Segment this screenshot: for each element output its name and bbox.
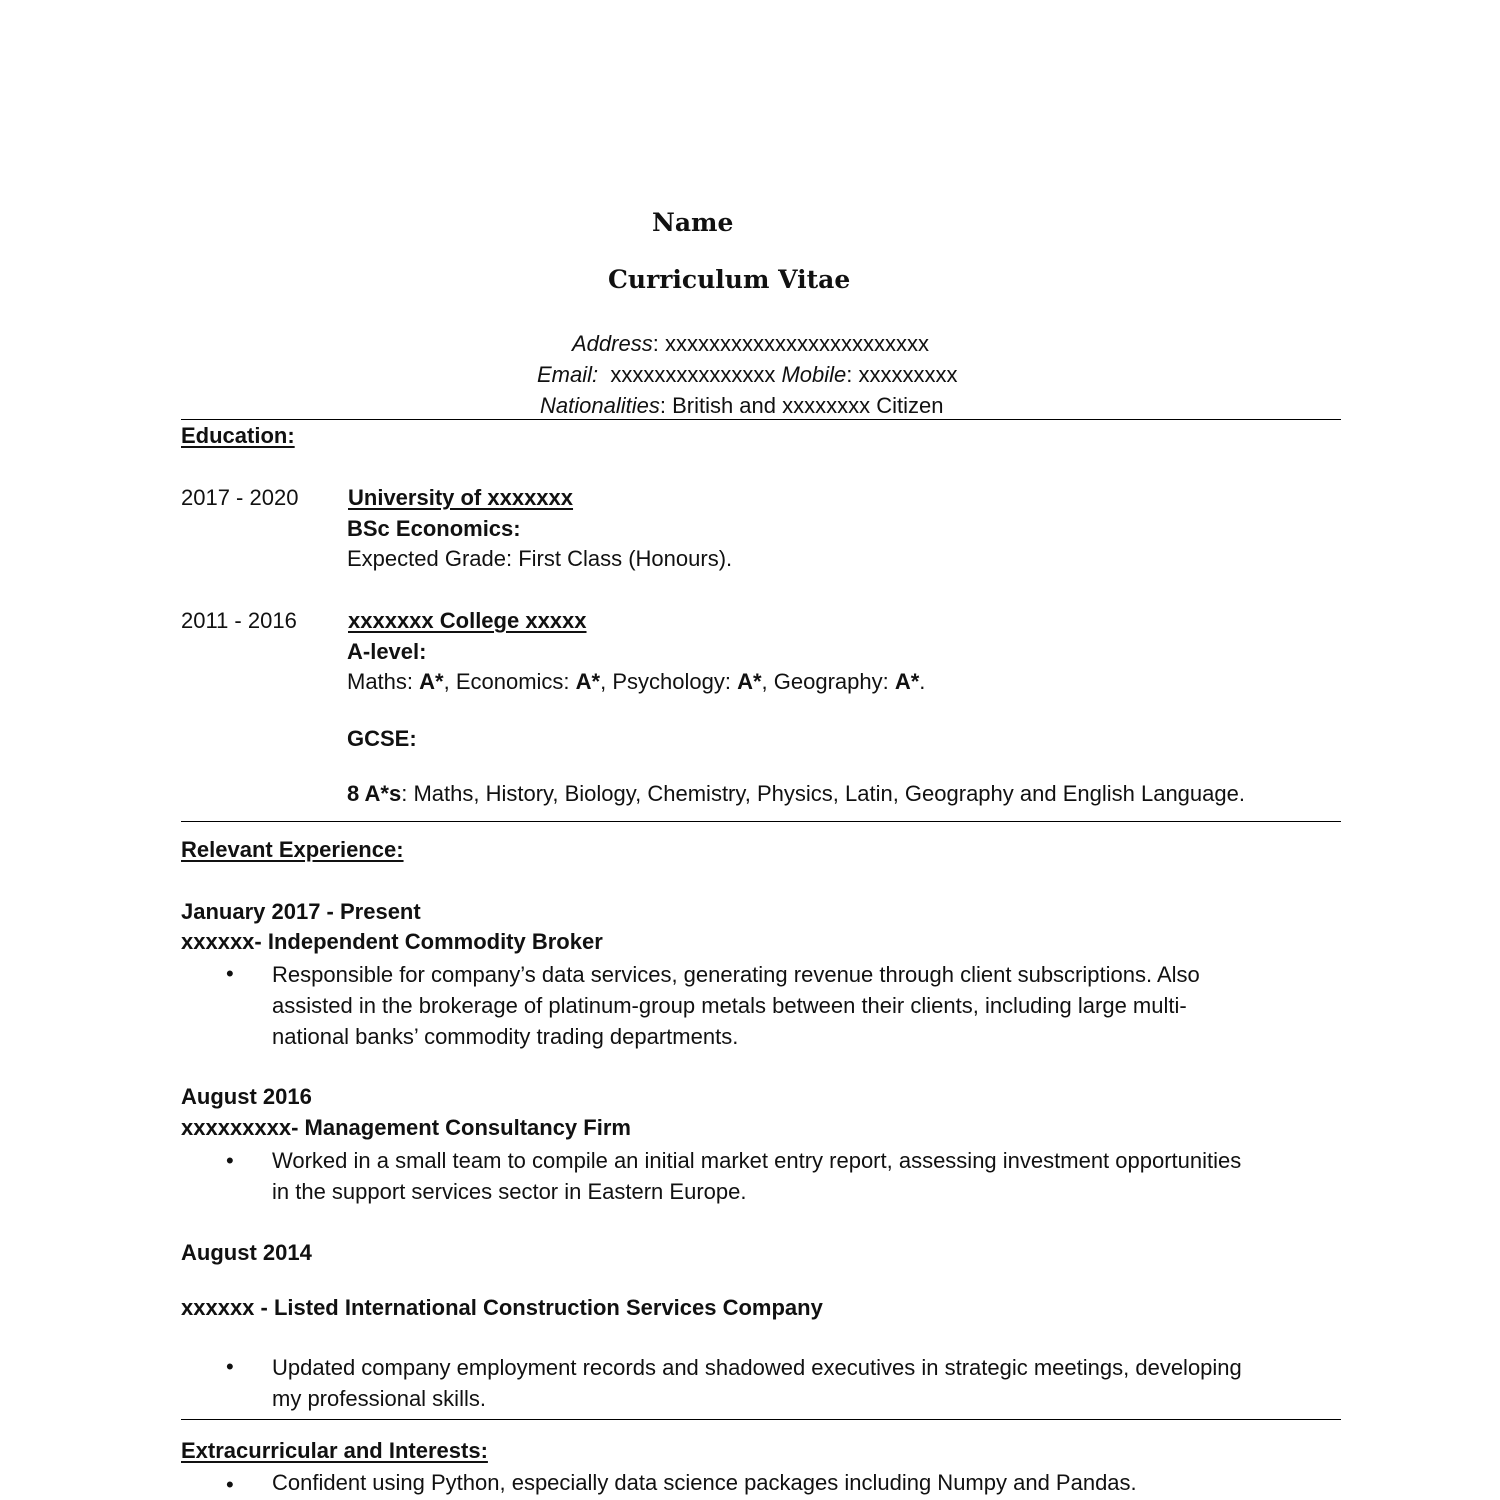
alevel-grade: A* bbox=[575, 669, 601, 694]
email-value: xxxxxxxxxxxxxxx bbox=[598, 362, 782, 387]
job-company-1: xxxxxx- Independent Commodity Broker bbox=[181, 929, 603, 954]
job-company-3: xxxxxx - Listed International Construction Services Company bbox=[181, 1295, 823, 1320]
job-period-3: August 2014 bbox=[181, 1240, 312, 1265]
divider-education bbox=[181, 821, 1341, 822]
divider-experience bbox=[181, 1419, 1341, 1420]
alevel-grade: A* bbox=[894, 669, 920, 694]
nationality-label: Nationalities bbox=[540, 393, 660, 418]
job-description-line: in the support services sector in Eastern Europe. bbox=[272, 1179, 747, 1204]
job-description-line: Responsible for company’s data services, generating revenue through client subscriptions. Also bbox=[272, 962, 1200, 987]
job-description-3 bbox=[272, 1352, 1322, 1414]
alevel-subject: Geography: bbox=[773, 669, 895, 694]
address-label: Address bbox=[572, 331, 653, 356]
bullet-icon: • bbox=[226, 1148, 234, 1173]
cv-title: Curriculum Vitae bbox=[608, 265, 851, 294]
divider-header bbox=[181, 419, 1341, 420]
edu-institution-1: University of xxxxxxx bbox=[348, 485, 574, 510]
gcse-line bbox=[347, 781, 1245, 807]
experience-heading: Relevant Experience: bbox=[181, 837, 404, 862]
alevel-grades bbox=[347, 669, 925, 695]
alevel-subject: Maths: bbox=[347, 669, 420, 694]
alevel-grade: A* bbox=[737, 669, 762, 694]
cv-name: Name bbox=[652, 208, 734, 237]
alevel-sep: , bbox=[600, 669, 613, 694]
bullet-icon: • bbox=[226, 1472, 234, 1497]
education-heading: Education: bbox=[181, 423, 295, 448]
job-description-line: Updated company employment records and shadowed executives in strategic meetings, developing bbox=[272, 1355, 1242, 1380]
nationality-line bbox=[540, 393, 943, 419]
job-description-2 bbox=[272, 1145, 1322, 1207]
alevel-sep: , bbox=[761, 669, 774, 694]
extracurricular-item: Confident using Python, especially data science packages including Numpy and Pandas. bbox=[272, 1470, 1137, 1495]
mobile-label: Mobile bbox=[781, 362, 847, 387]
edu-qualification-1: BSc Economics: bbox=[347, 516, 521, 541]
gcse-subjects: : Maths, History, Biology, Chemistry, Physics, Latin, Geography and English Language. bbox=[401, 781, 1245, 806]
address-line bbox=[572, 331, 929, 357]
job-description-line: Worked in a small team to compile an initial market entry report, assessing investment opportunities bbox=[272, 1148, 1242, 1173]
edu-qualification-2: A-level: bbox=[347, 639, 427, 664]
alevel-subject: Psychology: bbox=[612, 669, 738, 694]
contact-line bbox=[537, 362, 958, 388]
gcse-heading: GCSE: bbox=[347, 726, 417, 751]
email-label: Email: bbox=[537, 362, 599, 387]
edu-institution-2: xxxxxxx College xxxxx bbox=[348, 608, 587, 633]
bullet-icon: • bbox=[226, 961, 234, 986]
alevel-sep: , bbox=[443, 669, 456, 694]
alevel-sep: . bbox=[919, 669, 926, 694]
mobile-value: : xxxxxxxxx bbox=[846, 362, 958, 387]
job-description-1 bbox=[272, 959, 1322, 1052]
job-description-line: my professional skills. bbox=[272, 1386, 486, 1411]
address-value: : xxxxxxxxxxxxxxxxxxxxxxxx bbox=[652, 331, 929, 356]
job-company-2: xxxxxxxxx- Management Consultancy Firm bbox=[181, 1115, 631, 1140]
job-description-line: national banks’ commodity trading departments. bbox=[272, 1024, 739, 1049]
edu-detail-1: Expected Grade: First Class (Honours). bbox=[347, 546, 733, 571]
bullet-icon: • bbox=[226, 1354, 234, 1379]
alevel-subject: Economics: bbox=[455, 669, 576, 694]
extracurricular-heading: Extracurricular and Interests: bbox=[181, 1438, 488, 1463]
edu-years-1: 2017 - 2020 bbox=[181, 485, 299, 510]
alevel-grade: A* bbox=[419, 669, 444, 694]
job-description-line: assisted in the brokerage of platinum-group metals between their clients, including large multi- bbox=[272, 993, 1187, 1018]
edu-years-2: 2011 - 2016 bbox=[181, 608, 297, 633]
job-period-1: January 2017 - Present bbox=[181, 899, 421, 924]
nationality-value: : British and xxxxxxxx Citizen bbox=[659, 393, 944, 418]
gcse-count: 8 A*s bbox=[347, 781, 402, 806]
job-period-2: August 2016 bbox=[181, 1084, 312, 1109]
